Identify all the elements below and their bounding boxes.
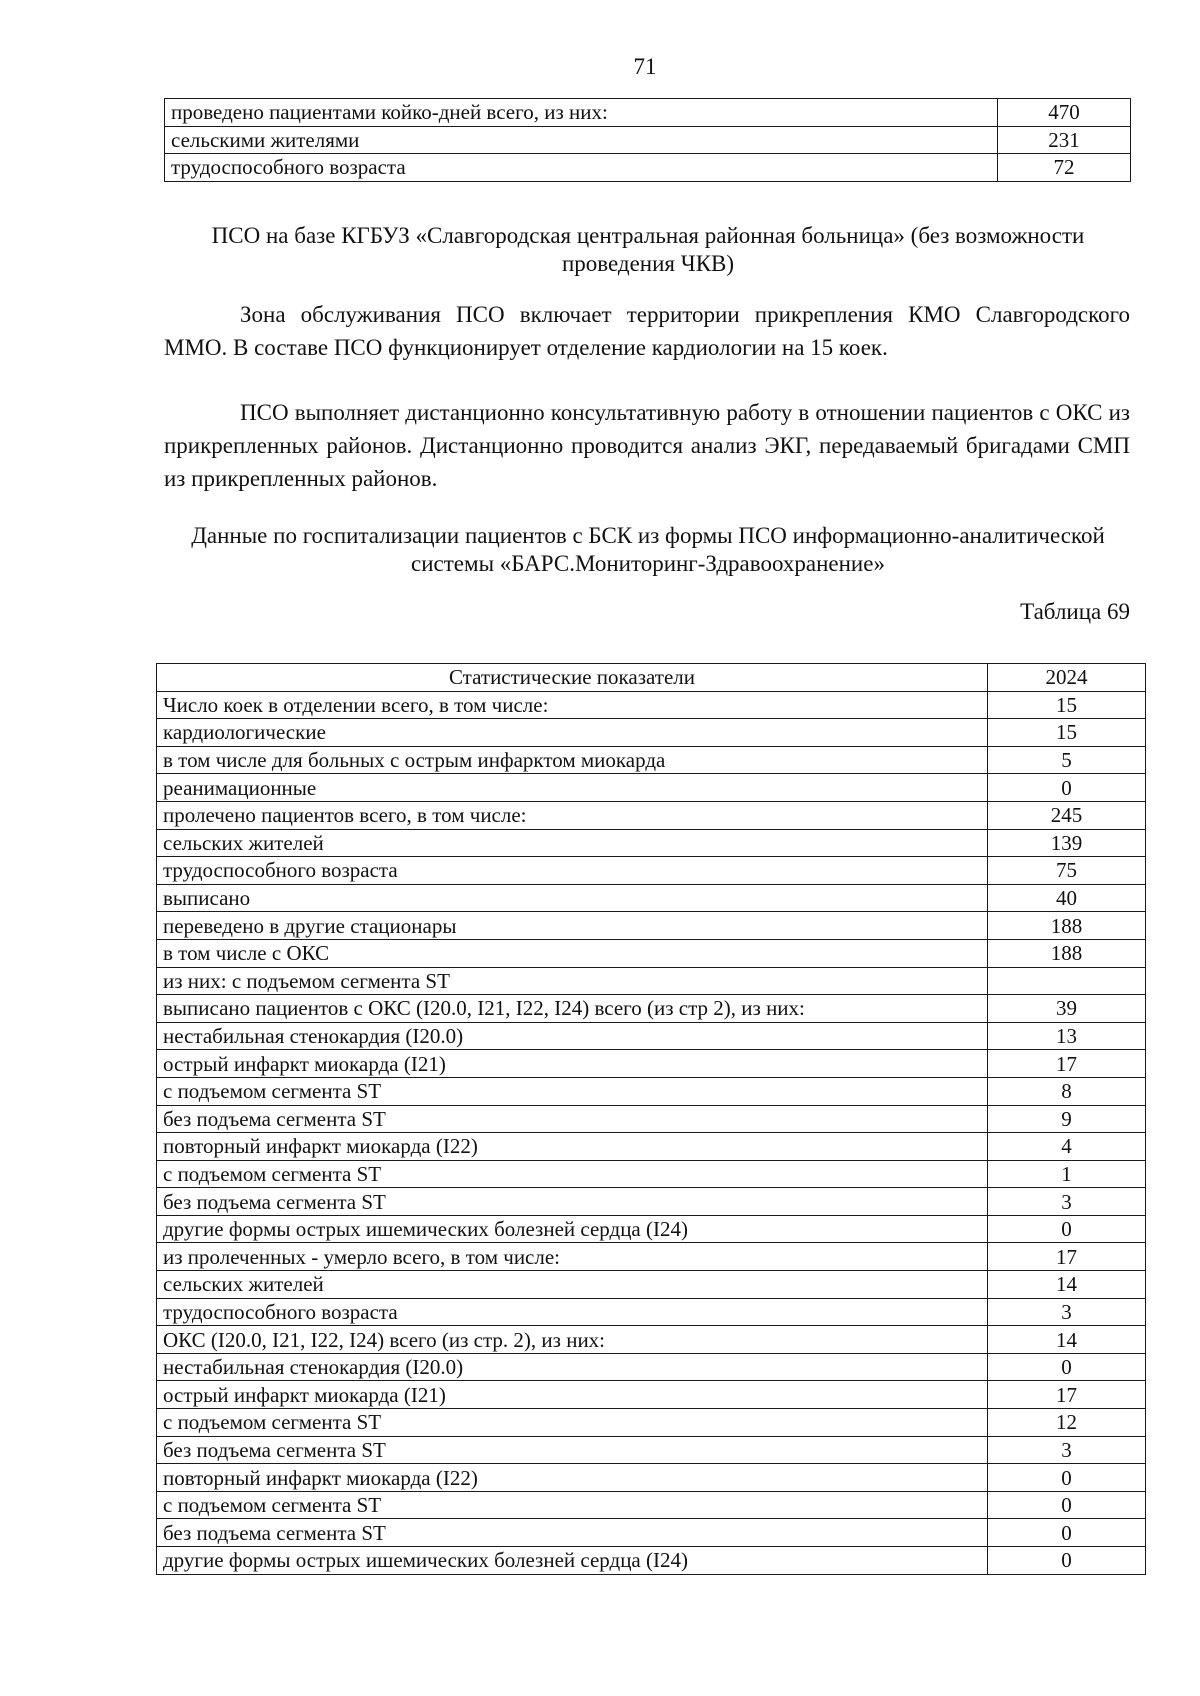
row-value: 0 bbox=[988, 774, 1146, 802]
table-row bbox=[157, 1133, 1146, 1161]
statistics-table bbox=[156, 663, 1146, 1575]
row-label: сельских жителей bbox=[157, 829, 988, 857]
row-value: 1 bbox=[988, 1160, 1146, 1188]
header-year: 2024 bbox=[988, 664, 1146, 692]
row-label: из них: с подъемом сегмента ST bbox=[157, 967, 988, 995]
row-value: 0 bbox=[988, 1353, 1146, 1381]
row-value: 72 bbox=[998, 154, 1131, 182]
table-row bbox=[157, 746, 1146, 774]
table-row bbox=[157, 1243, 1146, 1271]
row-label: трудоспособного возраста bbox=[157, 1298, 988, 1326]
row-label: в том числе для больных с острым инфарктом миокарда bbox=[157, 746, 988, 774]
row-value: 0 bbox=[988, 1215, 1146, 1243]
row-label: Число коек в отделении всего, в том числе: bbox=[157, 691, 988, 719]
row-label: повторный инфаркт миокарда (I22) bbox=[157, 1464, 988, 1492]
row-value: 3 bbox=[988, 1188, 1146, 1216]
top-table bbox=[164, 98, 1131, 182]
table-row bbox=[157, 939, 1146, 967]
row-value: 17 bbox=[988, 1381, 1146, 1409]
row-label: с подъемом сегмента ST bbox=[157, 1491, 988, 1519]
row-value: 15 bbox=[988, 719, 1146, 747]
table-label: Таблица 69 bbox=[1020, 599, 1130, 624]
row-value: 14 bbox=[988, 1271, 1146, 1299]
table-row bbox=[157, 1409, 1146, 1437]
table-row bbox=[157, 1188, 1146, 1216]
table-row bbox=[157, 1491, 1146, 1519]
row-value: 9 bbox=[988, 1105, 1146, 1133]
row-label: трудоспособного возраста bbox=[165, 154, 998, 182]
row-value bbox=[988, 967, 1146, 995]
row-label: другие формы острых ишемических болезней сердца (I24) bbox=[157, 1547, 988, 1575]
table-row bbox=[165, 126, 1131, 154]
table-row bbox=[157, 1381, 1146, 1409]
row-label: переведено в другие стационары bbox=[157, 912, 988, 940]
row-label: кардиологические bbox=[157, 719, 988, 747]
row-label: нестабильная стенокардия (I20.0) bbox=[157, 1022, 988, 1050]
table-row bbox=[157, 995, 1146, 1023]
row-label: из пролеченных - умерло всего, в том числе: bbox=[157, 1243, 988, 1271]
row-value: 245 bbox=[988, 801, 1146, 829]
row-value: 13 bbox=[988, 1022, 1146, 1050]
row-value: 39 bbox=[988, 995, 1146, 1023]
row-label: сельских жителей bbox=[157, 1271, 988, 1299]
row-value: 0 bbox=[988, 1519, 1146, 1547]
row-label: с подъемом сегмента ST bbox=[157, 1160, 988, 1188]
row-label: ОКС (I20.0, I21, I22, I24) всего (из стр. 2), из них: bbox=[157, 1326, 988, 1354]
row-label: выписано bbox=[157, 884, 988, 912]
table-row bbox=[157, 884, 1146, 912]
table-row bbox=[157, 1519, 1146, 1547]
row-value: 14 bbox=[988, 1326, 1146, 1354]
table-row bbox=[157, 1022, 1146, 1050]
row-label: острый инфаркт миокарда (I21) bbox=[157, 1050, 988, 1078]
table-heading: Данные по госпитализации пациентов с БСК из формы ПСО информационно-аналитической системы «БАРС.Мониторинг-Здравоохранение» bbox=[191, 523, 1105, 576]
row-value: 0 bbox=[988, 1547, 1146, 1575]
row-label: выписано пациентов с ОКС (I20.0, I21, I22, I24) всего (из стр 2), из них: bbox=[157, 995, 988, 1023]
row-value: 3 bbox=[988, 1436, 1146, 1464]
paragraph-service-zone: Зона обслуживания ПСО включает территории прикрепления КМО Славгородского ММО. В составе ПСО функционирует отделение кардиологии на 15 коек. bbox=[164, 302, 1130, 360]
paragraph-remote-consulting: ПСО выполняет дистанционно консультативную работу в отношении пациентов с ОКС из прикрепленных районов. Дистанционно проводится анализ ЭКГ, передаваемый бригадами СМП из прикрепленных районов. bbox=[164, 400, 1130, 491]
row-value: 17 bbox=[988, 1243, 1146, 1271]
table-row bbox=[157, 857, 1146, 885]
row-value: 8 bbox=[988, 1077, 1146, 1105]
table-header-row bbox=[157, 664, 1146, 692]
table-row bbox=[157, 1326, 1146, 1354]
row-value: 0 bbox=[988, 1464, 1146, 1492]
table-row bbox=[157, 829, 1146, 857]
table-row bbox=[157, 1298, 1146, 1326]
table-row bbox=[157, 1464, 1146, 1492]
table-row bbox=[165, 154, 1131, 182]
row-label: сельскими жителями bbox=[165, 126, 998, 154]
table-row bbox=[157, 1215, 1146, 1243]
header-label: Статистические показатели bbox=[157, 664, 988, 692]
row-label: пролечено пациентов всего, в том числе: bbox=[157, 801, 988, 829]
row-label: трудоспособного возраста bbox=[157, 857, 988, 885]
table-row bbox=[157, 691, 1146, 719]
row-value: 4 bbox=[988, 1133, 1146, 1161]
row-label: без подъема сегмента ST bbox=[157, 1519, 988, 1547]
table-row bbox=[157, 1160, 1146, 1188]
row-value: 15 bbox=[988, 691, 1146, 719]
row-label: с подъемом сегмента ST bbox=[157, 1077, 988, 1105]
row-value: 40 bbox=[988, 884, 1146, 912]
row-value: 12 bbox=[988, 1409, 1146, 1437]
row-label: без подъема сегмента ST bbox=[157, 1188, 988, 1216]
row-value: 0 bbox=[988, 1491, 1146, 1519]
row-label: без подъема сегмента ST bbox=[157, 1105, 988, 1133]
row-label: с подъемом сегмента ST bbox=[157, 1409, 988, 1437]
table-row bbox=[157, 1105, 1146, 1133]
row-value: 139 bbox=[988, 829, 1146, 857]
row-value: 470 bbox=[998, 99, 1131, 127]
row-value: 188 bbox=[988, 939, 1146, 967]
row-label: реанимационные bbox=[157, 774, 988, 802]
row-value: 231 bbox=[998, 126, 1131, 154]
table-row bbox=[157, 719, 1146, 747]
row-label: без подъема сегмента ST bbox=[157, 1436, 988, 1464]
table-row bbox=[157, 1077, 1146, 1105]
section-heading: ПСО на базе КГБУЗ «Славгородская центральная районная больница» (без возможности проведения ЧКВ) bbox=[211, 223, 1085, 276]
table-row bbox=[165, 99, 1131, 127]
table-row bbox=[157, 774, 1146, 802]
row-label: другие формы острых ишемических болезней сердца (I24) bbox=[157, 1215, 988, 1243]
table-row bbox=[157, 1050, 1146, 1078]
table-row bbox=[157, 801, 1146, 829]
row-value: 188 bbox=[988, 912, 1146, 940]
table-row bbox=[157, 1353, 1146, 1381]
table-row bbox=[157, 967, 1146, 995]
row-label: в том числе с ОКС bbox=[157, 939, 988, 967]
row-label: нестабильная стенокардия (I20.0) bbox=[157, 1353, 988, 1381]
table-row bbox=[157, 1547, 1146, 1575]
page-number: 71 bbox=[633, 54, 657, 79]
row-value: 75 bbox=[988, 857, 1146, 885]
row-label: острый инфаркт миокарда (I21) bbox=[157, 1381, 988, 1409]
row-value: 5 bbox=[988, 746, 1146, 774]
table-row bbox=[157, 912, 1146, 940]
row-value: 3 bbox=[988, 1298, 1146, 1326]
table-row bbox=[157, 1436, 1146, 1464]
row-label: проведено пациентами койко-дней всего, из них: bbox=[165, 99, 998, 127]
row-value: 17 bbox=[988, 1050, 1146, 1078]
row-label: повторный инфаркт миокарда (I22) bbox=[157, 1133, 988, 1161]
table-row bbox=[157, 1271, 1146, 1299]
